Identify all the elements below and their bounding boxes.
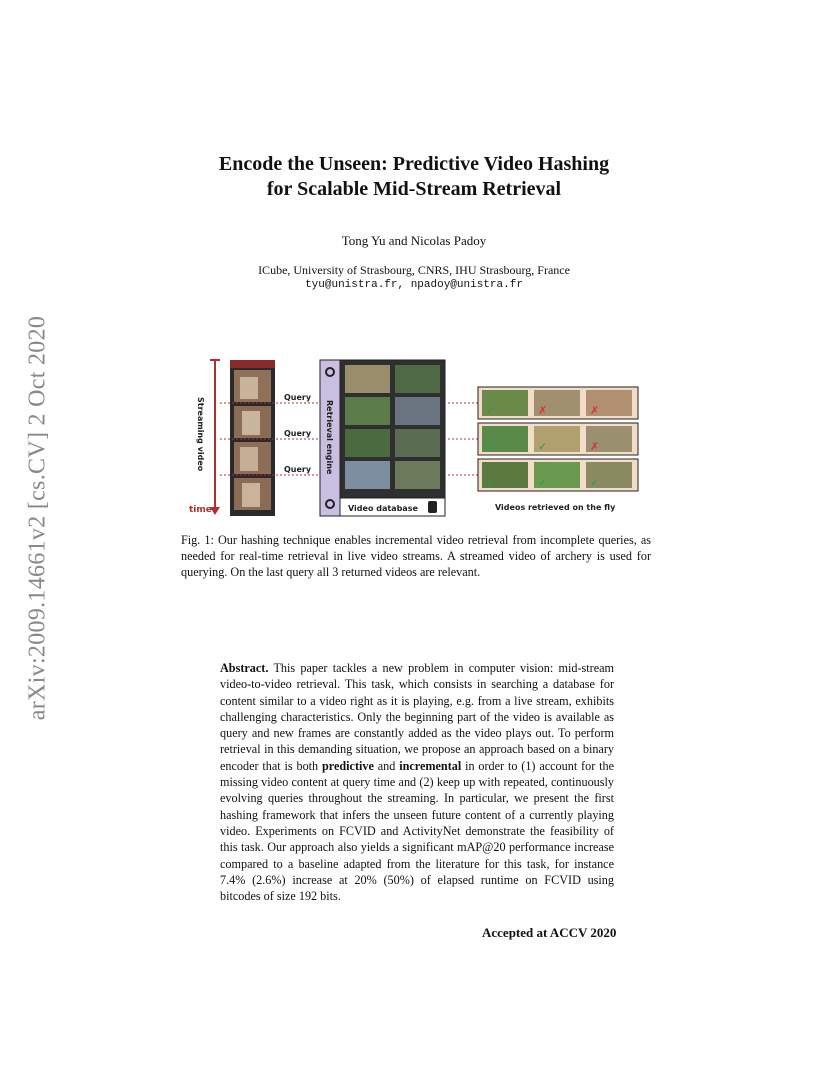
acceptance-note: Accepted at ACCV 2020 xyxy=(482,925,617,940)
title-line-1: Encode the Unseen: Predictive Video Hashing xyxy=(218,153,610,175)
teaser-figure xyxy=(180,355,640,520)
abstract-text-3: in order to (1) account for the missing video content at query time and (2) keep up with repeated, continuously evolving queries throughout the streaming. In particular, we present the first hashing framework that infers the unseen future content of a currently playing video. Experiments on FCVID and ActivityNet demonstrate the feasibility of this task. Our approach also yields a significant mAP@20 performance increase compared to a baseline adapted from the literature for this task, for instance 7.4% (2.6%) increase at 20% (50%) of elapsed runtime on FCVID using bitcodes of size 192 bits. xyxy=(220,758,614,904)
abstract-text-1: This paper tackles a new problem in computer vision: mid-stream video-to-video retrieval. This task, which consists in searching a database for content similar to a video right as it is playing, e.g. from a live stream, exhibits challenging characteristics. Only the beginning part of the video is available as query and new frames are constantly added as the video plays out. To perform retrieval in this demanding situation, we propose an approach based on a binary encoder that is both xyxy=(220,661,615,773)
stream-frame-4-person xyxy=(242,483,260,507)
db-thumb-7 xyxy=(345,461,390,489)
check-icon: ✓ xyxy=(486,404,496,417)
db-thumb-1 xyxy=(345,365,390,393)
db-thumb-3 xyxy=(345,397,390,425)
check-icon: ✓ xyxy=(538,440,548,453)
stream-frame-2-person xyxy=(242,411,260,435)
abstract xyxy=(220,660,614,904)
cross-icon: ✗ xyxy=(538,404,548,417)
abstract-label: Abstract. xyxy=(220,661,269,675)
check-icon: ✓ xyxy=(486,476,496,489)
db-thumb-2 xyxy=(395,365,440,393)
cross-icon: ✗ xyxy=(590,440,600,453)
video-database xyxy=(340,360,445,516)
time-label: time xyxy=(189,505,212,515)
retrieval-engine-label: Retrieval engine xyxy=(325,400,334,475)
db-thumb-6 xyxy=(395,429,440,457)
streaming-video-label: Streaming video xyxy=(196,397,205,472)
retrieval-engine xyxy=(320,360,340,516)
cross-icon: ✗ xyxy=(590,404,600,417)
retrieved-label: Videos retrieved on the fly xyxy=(495,503,616,512)
db-thumb-8 xyxy=(395,461,440,489)
streaming-film-strip xyxy=(230,360,275,516)
arxiv-identifier xyxy=(18,295,58,740)
retrieval-arrows xyxy=(448,403,478,475)
authors: Tong Yu and Nicolas Padoy xyxy=(341,233,487,248)
author-emails: tyu@unistra.fr, npadoy@unistra.fr xyxy=(305,279,523,291)
db-thumb-5 xyxy=(345,429,390,457)
stream-frame-3-person xyxy=(240,447,258,471)
retrieved-results xyxy=(478,387,638,491)
abstract-text-2: and xyxy=(373,758,400,773)
check-icon: ✓ xyxy=(590,476,600,489)
check-icon: ✓ xyxy=(486,440,496,453)
film-strip-header xyxy=(230,360,275,368)
stream-frame-1-person xyxy=(240,377,258,399)
caption-text: Our hashing technique enables incremental video retrieval from incomplete queries, as needed for real-time retrieval in live video streams. A streamed video of archery is used for querying. On the last query all 3 returned videos are relevant. xyxy=(181,533,652,579)
arxiv-identifier-text: arXiv:2009.14661v2 [cs.CV] 2 Oct 2020 xyxy=(24,315,51,720)
title-line-2: for Scalable Mid-Stream Retrieval xyxy=(266,178,562,200)
query-label-3: Query xyxy=(284,465,312,474)
paper-title xyxy=(150,152,678,202)
db-thumb-4 xyxy=(395,397,440,425)
video-database-label: Video database xyxy=(348,504,418,513)
check-icon: ✓ xyxy=(538,476,548,489)
database-icon xyxy=(428,501,437,513)
figure-caption xyxy=(181,532,651,580)
caption-label: Fig. 1: xyxy=(181,533,214,547)
affiliation: ICube, University of Strasbourg, CNRS, IHU Strasbourg, France xyxy=(258,263,570,277)
query-label-1: Query xyxy=(284,393,312,402)
abstract-bold-incremental: incremental xyxy=(399,758,462,773)
query-label-2: Query xyxy=(284,429,312,438)
abstract-bold-predictive: predictive xyxy=(322,758,374,773)
